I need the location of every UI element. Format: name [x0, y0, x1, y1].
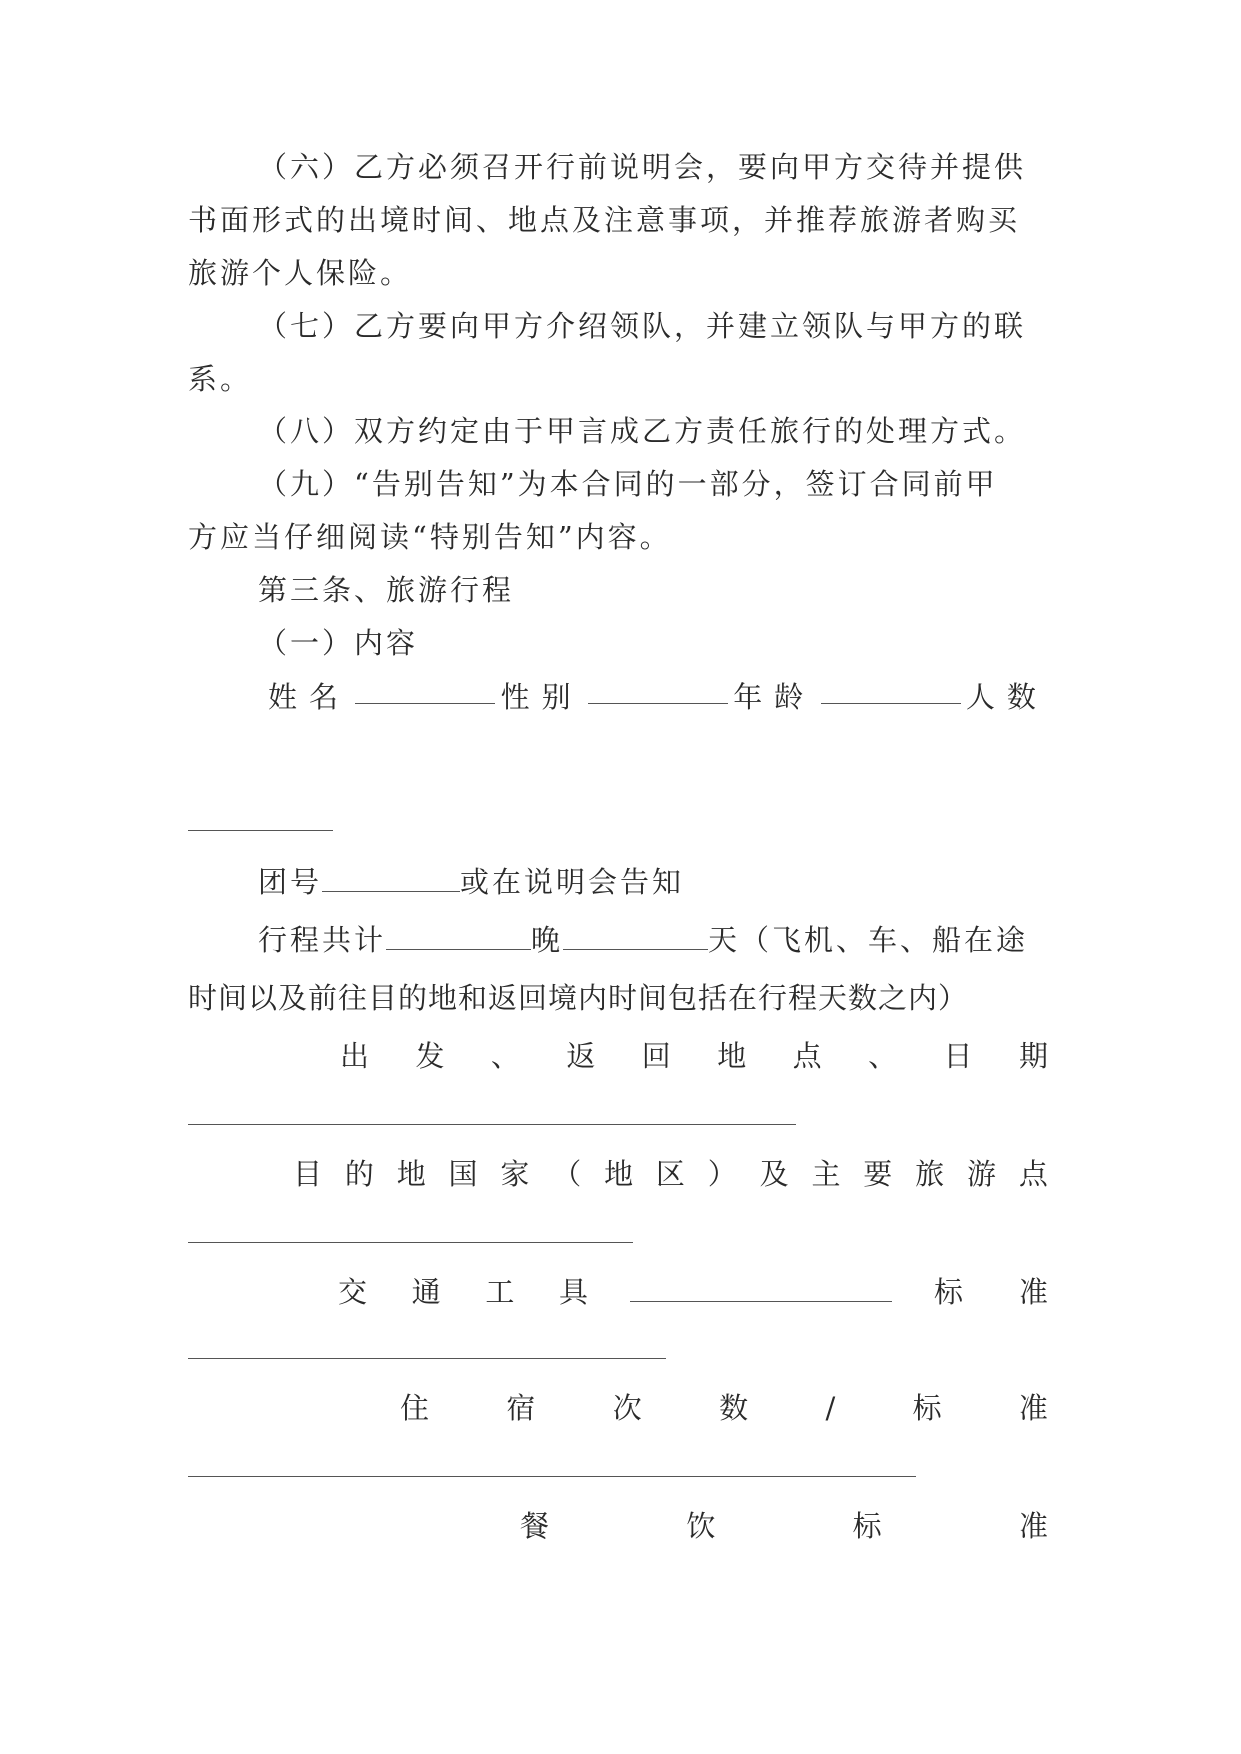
transport-char: 交 — [338, 1275, 368, 1309]
transport-blank[interactable] — [630, 1275, 892, 1302]
group-row — [258, 862, 1048, 902]
clause-6-line-2: 书面形式的出境时间、地点及注意事项，并推荐旅游者购买 — [188, 203, 1021, 237]
lodging-char: / — [825, 1391, 836, 1425]
destination-char: 游 — [966, 1157, 996, 1191]
article-3-heading: 第三条、旅游行程 — [258, 573, 515, 607]
days-blank[interactable] — [563, 923, 708, 950]
destination-blank[interactable] — [188, 1242, 633, 1243]
clause-6-line-1: （六）乙方必须召开行前说明会，要向甲方交待并提供 — [258, 150, 1027, 184]
group-label: 团号 — [258, 865, 323, 899]
traveler-info-row — [268, 677, 1048, 717]
destination-char: 要 — [863, 1157, 893, 1191]
lodging-char: 准 — [1018, 1391, 1048, 1425]
depart-char: 出 — [340, 1039, 370, 1073]
name-label: 姓名 — [268, 680, 351, 714]
destination-char: 目 — [293, 1157, 323, 1191]
destination-char: 的 — [344, 1157, 374, 1191]
lodging-char: 数 — [719, 1391, 749, 1425]
destination-char: 主 — [811, 1157, 841, 1191]
clause-6-line-3: 旅游个人保险。 — [188, 256, 413, 290]
nights-label: 晚 — [531, 923, 564, 957]
destination-char: 地 — [396, 1157, 426, 1191]
depart-char: 日 — [943, 1039, 973, 1073]
lodging-char: 标 — [912, 1391, 942, 1425]
lodging-blank[interactable] — [188, 1476, 916, 1477]
meal-char: 饮 — [686, 1509, 716, 1543]
lodging-char: 住 — [400, 1391, 430, 1425]
transport-label — [338, 1272, 588, 1312]
clause-7-line-2: 系。 — [188, 362, 253, 396]
depart-char: 返 — [566, 1039, 596, 1073]
clause-7-line-1: （七）乙方要向甲方介绍领队，并建立领队与甲方的联 — [258, 309, 1027, 343]
transport-row — [338, 1272, 1048, 1312]
name-blank[interactable] — [355, 677, 495, 704]
destination-char: 旅 — [915, 1157, 945, 1191]
transport-char: 具 — [558, 1275, 588, 1309]
depart-char: 发 — [415, 1039, 445, 1073]
age-blank[interactable] — [821, 677, 961, 704]
destination-row — [293, 1154, 1048, 1194]
nights-blank[interactable] — [386, 923, 531, 950]
depart-char: 点 — [792, 1039, 822, 1073]
transport-standard-label — [934, 1272, 1048, 1312]
transport-std-char: 标 — [934, 1275, 964, 1309]
group-suffix: 或在说明会告知 — [460, 865, 685, 899]
depart-char: 期 — [1018, 1039, 1048, 1073]
trip-prefix: 行程共计 — [258, 923, 387, 957]
transport-standard-blank[interactable] — [188, 1358, 666, 1359]
destination-char: ） — [707, 1157, 737, 1191]
trip-duration-row — [258, 920, 1048, 960]
meal-row — [520, 1506, 1048, 1546]
trip-duration-line-2: 时间以及前往目的地和返回境内时间包括在行程天数之内） — [188, 981, 969, 1015]
meal-char: 餐 — [520, 1509, 550, 1543]
age-label: 年龄 — [733, 680, 816, 714]
count-label: 人数 — [965, 680, 1048, 714]
transport-char: 通 — [411, 1275, 441, 1309]
transport-std-char: 准 — [1018, 1275, 1048, 1309]
gender-label: 性别 — [500, 680, 583, 714]
days-label: 天（飞机、车、船在途 — [708, 923, 1029, 957]
destination-char: 点 — [1018, 1157, 1048, 1191]
destination-char: 及 — [759, 1157, 789, 1191]
destination-char: 区 — [655, 1157, 685, 1191]
transport-char: 工 — [485, 1275, 515, 1309]
lodging-row — [400, 1388, 1048, 1428]
depart-return-row — [340, 1036, 1048, 1076]
lodging-char: 宿 — [506, 1391, 536, 1425]
destination-char: 地 — [604, 1157, 634, 1191]
lodging-char: 次 — [612, 1391, 642, 1425]
meal-char: 准 — [1018, 1509, 1048, 1543]
depart-char: 回 — [641, 1039, 671, 1073]
clause-9-line-2: 方应当仔细阅读“特别告知”内容。 — [188, 520, 672, 554]
destination-char: （ — [552, 1157, 582, 1191]
destination-char: 国 — [448, 1157, 478, 1191]
meal-char: 标 — [852, 1509, 882, 1543]
clause-9-line-1: （九）“告别告知”为本合同的一部分，签订合同前甲 — [258, 467, 998, 501]
subsection-1-heading: （一）内容 — [258, 626, 419, 660]
depart-return-blank[interactable] — [188, 1124, 796, 1125]
depart-char: 地 — [717, 1039, 747, 1073]
depart-char: 、 — [490, 1039, 520, 1073]
clause-8-line-1: （八）双方约定由于甲言成乙方责任旅行的处理方式。 — [258, 414, 1027, 448]
depart-char: 、 — [868, 1039, 898, 1073]
count-blank[interactable] — [188, 830, 333, 831]
destination-char: 家 — [500, 1157, 530, 1191]
group-blank[interactable] — [322, 865, 460, 892]
gender-blank[interactable] — [588, 677, 728, 704]
